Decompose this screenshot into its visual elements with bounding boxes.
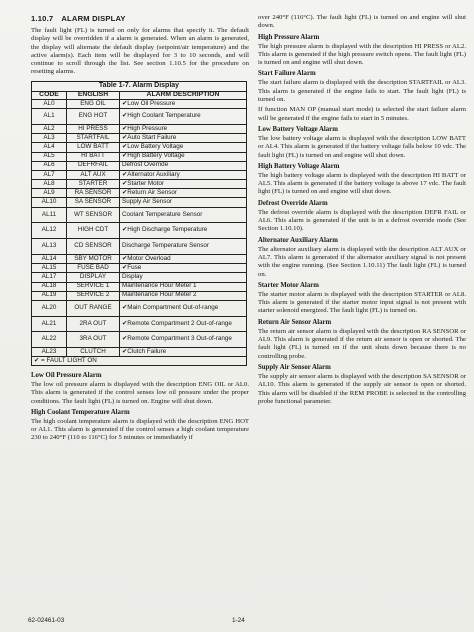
section-title: ALARM DISPLAY (61, 14, 126, 23)
subsection-heading: High Battery Voltage Alarm (258, 162, 340, 170)
alarm-description-text: Auto Start Failure (127, 133, 177, 141)
col-header-english: ENGLISH (67, 91, 120, 100)
alarm-code: AL14 (32, 255, 67, 264)
alarm-english: CD SENSOR (67, 239, 120, 255)
alarm-row-al6 (32, 161, 247, 170)
alarm-code: AL15 (32, 264, 67, 273)
alarm-code: AL2 (32, 125, 67, 134)
left-column (27, 14, 249, 443)
alarm-row-al15 (32, 264, 247, 273)
alarm-code: AL7 (32, 170, 67, 179)
alarm-row-al7 (32, 170, 247, 179)
alarm-english: ENG HOT (67, 109, 120, 125)
fault-light-check-icon: ✔ (122, 263, 128, 271)
left-subsections (31, 372, 249, 443)
subsection-heading: Start Failure Alarm (258, 70, 316, 78)
alarm-description (120, 255, 247, 264)
alarm-row-al18 (32, 282, 247, 291)
alarm-row-al19 (32, 291, 247, 300)
alarm-description-text: Remote Compartment 3 Out-of-range (127, 335, 232, 343)
alarm-description-text: Clutch Failure (127, 347, 167, 355)
fault-light-check-icon: ✔ (122, 170, 128, 178)
fault-light-check-icon: ✔ (122, 335, 128, 343)
alarm-row-al21 (32, 316, 247, 332)
alarm-code: AL18 (32, 282, 67, 291)
fault-light-check-icon: ✔ (122, 254, 128, 262)
subsection-text: If function MAN OP (manual start mode) is selected the start failure alarm will be generated if the engine fails to start in 5 minutes. (258, 106, 466, 122)
alarm-code: AL4 (32, 143, 67, 152)
alarm-english: DISPLAY (67, 273, 120, 282)
alarm-english: ENG OIL (67, 100, 120, 109)
alarm-rows (32, 100, 247, 357)
alarm-row-al22 (32, 332, 247, 348)
alarm-description (120, 170, 247, 179)
alarm-description (120, 348, 247, 357)
alarm-description-text: Display (122, 273, 143, 281)
alarm-description-text: Low Battery Voltage (127, 143, 184, 151)
alarm-description-text: High Discharge Temperature (127, 226, 208, 234)
alarm-description (120, 207, 247, 223)
alarm-description-text: Supply Air Sensor (122, 198, 173, 206)
alarm-row-al2 (32, 125, 247, 134)
subsection-text: The starter motor alarm is displayed with the description STARTER or AL8. This alarm is generated if the starter motor input signal is not present with starter solenoid energized. The fault light (FL) is turned on. (258, 290, 466, 315)
alarm-row-al20 (32, 300, 247, 316)
alarm-description (120, 264, 247, 273)
alarm-row-al3 (32, 134, 247, 143)
alarm-description-text: Discharge Temperature Sensor (122, 242, 210, 250)
alarm-row-al0 (32, 100, 247, 109)
subsection-text: The low battery voltage alarm is displayed with the description LOW BATT or AL4. This alarm is generated if the battery voltage falls below 10 vdc. The fault light (FL) is turned on and engine will shut down. (258, 134, 466, 159)
alarm-description (120, 180, 247, 189)
alarm-english: SERVICE 1 (67, 282, 120, 291)
alarm-description-text: Fuse (127, 263, 142, 271)
alarm-code: AL1 (32, 109, 67, 125)
alarm-description-text: Maintenance Hour Meter 2 (122, 291, 197, 299)
fault-light-check-icon: ✔ (122, 143, 128, 151)
fault-light-check-icon: ✔ (122, 112, 128, 120)
alarm-description-text: Return Air Sensor (127, 189, 177, 196)
alarm-english: SERVICE 2 (67, 291, 120, 300)
alarm-english: RA SENSOR (67, 189, 120, 198)
fault-light-check-icon: ✔ (122, 189, 128, 196)
section-number: 1.10.7 (31, 14, 54, 23)
col-header-description: ALARM DESCRIPTION (120, 91, 247, 100)
alarm-description-text: Main Compartment Out-of-range (127, 303, 219, 311)
alarm-code: AL17 (32, 273, 67, 282)
document-number: 62-02461-03 (28, 617, 65, 624)
alarm-description (120, 273, 247, 282)
alarm-description-text: Maintenance Hour Meter 1 (122, 282, 197, 290)
alarm-code: AL12 (32, 223, 67, 239)
alarm-row-al17 (32, 273, 247, 282)
fault-light-check-icon: ✔ (122, 179, 128, 187)
alarm-description (120, 316, 247, 332)
alarm-description (120, 332, 247, 348)
subsection-text: The high battery voltage alarm is displayed with the description HI BATT or AL5. This alarm is generated if the battery voltage is above 17 vdc. The fault light (FL) is turned on and engine will shut down. (258, 171, 466, 196)
alarm-english: HI BATT (67, 152, 120, 161)
fault-light-check-icon: ✔ (122, 133, 128, 141)
subsection-heading: Low Oil Pressure Alarm (31, 371, 102, 379)
alarm-description-text: Defrost Override (122, 161, 169, 169)
alarm-row-al4 (32, 143, 247, 152)
alarm-description (120, 125, 247, 134)
fault-light-check-icon: ✔ (122, 347, 128, 355)
alarm-row-al9 (32, 189, 247, 198)
alarm-description (120, 282, 247, 291)
alarm-description (120, 161, 247, 170)
alarm-description-text: High Pressure (127, 124, 168, 132)
table-header-row (32, 91, 247, 100)
subsection-heading: Defrost Override Alarm (258, 199, 328, 207)
alarm-code: AL20 (32, 300, 67, 316)
alarm-row-al5 (32, 152, 247, 161)
subsection-heading: Supply Air Sensor Alarm (258, 363, 331, 371)
alarm-description (120, 223, 247, 239)
alarm-description (120, 239, 247, 255)
alarm-code: AL3 (32, 134, 67, 143)
alarm-english: STARTER (67, 180, 120, 189)
alarm-code: AL19 (32, 291, 67, 300)
alarm-row-al13 (32, 239, 247, 255)
alarm-description-text: High Coolant Temperature (127, 112, 201, 120)
right-column (258, 14, 466, 408)
alarm-english: FUSE BAD (67, 264, 120, 273)
subsection-text: The high coolant temperature alarm is displayed with the description ENG HOT or AL1. This alarm is generated if the control senses a high coolant temperature 230 to 240°F (110 to 116°C) for 5 minutes or immediately if (31, 417, 249, 442)
subsection-text: The start failure alarm is displayed with the description STARTFAIL or AL3. This alarm is generated if the engine fails to start. The fault light (FL) is turned on. (258, 79, 466, 104)
alarm-english: HI PRESS (67, 125, 120, 134)
subsection-heading: Return Air Sensor Alarm (258, 318, 332, 326)
subsection-heading: Starter Motor Alarm (258, 281, 319, 289)
alarm-description-text: Alternator Auxiliary (127, 170, 180, 178)
subsection-text: The supply air sensor alarm is displayed with the description SA SENSOR or AL10. This alarm is generated if the supply air sensor is open or shorted. This alarm will be disabled if the REM PROBE is selected in the controlling probe functional parameter. (258, 372, 466, 405)
alarm-row-al11 (32, 207, 247, 223)
page-number: 1-24 (232, 617, 245, 624)
alarm-english: SBY MOTOR (67, 255, 120, 264)
alarm-row-al14 (32, 255, 247, 264)
alarm-description (120, 100, 247, 109)
alarm-english: DEFRFAIL (67, 161, 120, 170)
continued-paragraph: over 240°F (116°C). The fault light (FL) is turned on and engine will shut down. (258, 14, 466, 30)
alarm-description-text: Low Oil Pressure (127, 99, 176, 107)
alarm-description-text: Coolant Temperature Sensor (122, 210, 203, 218)
fault-light-legend: ✔ = FAULT LIGHT ON (32, 357, 247, 366)
alarm-description (120, 189, 247, 198)
section-heading (31, 14, 249, 23)
table-legend-row (32, 357, 247, 366)
alarm-code: AL13 (32, 239, 67, 255)
alarm-english: HIGH CDT (67, 223, 120, 239)
alarm-code: AL10 (32, 198, 67, 207)
alarm-description (120, 198, 247, 207)
alarm-code: AL6 (32, 161, 67, 170)
alarm-code: AL9 (32, 189, 67, 198)
fault-light-check-icon: ✔ (122, 99, 128, 107)
alarm-english: STARTFAIL (67, 134, 120, 143)
alarm-row-al10 (32, 198, 247, 207)
alarm-row-al1 (32, 109, 247, 125)
subsection-text: The alternator auxiliary alarm is displayed with the description ALT AUX or AL7. This alarm is generated if the alternator auxiliary signal is not present with the engine running. (See Section 1.10.11) The fault light (FL) is turned on. (258, 245, 466, 278)
alarm-english: CLUTCH (67, 348, 120, 357)
alarm-english: SA SENSOR (67, 198, 120, 207)
alarm-description (120, 291, 247, 300)
subsection-text: The low oil pressure alarm is displayed with the description ENG OIL or AL0. This alarm is generated if the control senses low oil pressure under the proper conditions. The fault light (FL) is turned on. Engine will shut down. (31, 380, 249, 405)
alarm-english: 2RA OUT (67, 316, 120, 332)
alarm-description (120, 300, 247, 316)
alarm-row-al12 (32, 223, 247, 239)
alarm-description (120, 143, 247, 152)
subsection-heading: Low Battery Voltage Alarm (258, 125, 338, 133)
subsection-text: The return air sensor alarm is displayed with the description RA SENSOR or AL9. This alarm is generated if the return air sensor is open or shorted. The fault light (FL) is turned on if the unit shuts down because there is no controlling probe. (258, 327, 466, 360)
alarm-english: OUT RANGE (67, 300, 120, 316)
alarm-english: WT SENSOR (67, 207, 120, 223)
alarm-code: AL5 (32, 152, 67, 161)
alarm-description-text: High Battery Voltage (127, 152, 185, 160)
alarm-code: AL21 (32, 316, 67, 332)
fault-light-check-icon: ✔ (122, 303, 128, 311)
fault-light-check-icon: ✔ (122, 319, 128, 327)
alarm-code: AL0 (32, 100, 67, 109)
alarm-description-text: Starter Motor (127, 179, 165, 187)
fault-light-check-icon: ✔ (122, 152, 128, 160)
subsection-heading: High Coolant Temperature Alarm (31, 408, 130, 416)
subsection-text: The high pressure alarm is displayed with the description HI PRESS or AL2. This alarm is generated if the high pressure switch opens. The fault light (FL) is turned on and engine will shut down. (258, 42, 466, 67)
alarm-code: AL22 (32, 332, 67, 348)
subsection-heading: High Pressure Alarm (258, 33, 320, 41)
alarm-code: AL11 (32, 207, 67, 223)
alarm-description (120, 152, 247, 161)
fault-light-check-icon: ✔ (122, 226, 128, 234)
col-header-code: CODE (32, 91, 67, 100)
right-subsections (258, 34, 466, 407)
alarm-code: AL23 (32, 348, 67, 357)
alarm-description (120, 134, 247, 143)
alarm-row-al8 (32, 180, 247, 189)
alarm-display-table (31, 81, 247, 366)
section-intro: The fault light (FL) is turned on only for alarms that specify it. The default display will be overridden if a alarm is generated. When an alarm is generated, the display will alternate the default display (setpoint/air temperature) and the active alarm(s). Each item will be displayed for 3 to 10 seconds, and will continue to scroll through the list. See section 1.10.5 for the procedure on resetting alarms. (31, 27, 249, 76)
alarm-english: ALT AUX (67, 170, 120, 179)
subsection-heading: Alternator Auxiliary Alarm (258, 236, 338, 244)
alarm-description (120, 109, 247, 125)
fault-light-check-icon: ✔ (122, 124, 128, 132)
alarm-description-text: Motor Overload (127, 254, 171, 262)
alarm-english: LOW BATT (67, 143, 120, 152)
alarm-english: 3RA OUT (67, 332, 120, 348)
alarm-row-al23 (32, 348, 247, 357)
subsection-text: The defrost override alarm is displayed with the description DEFR FAIL or AL6. This alarm is generated if the unit is in a defrost override mode (See Section 1.10.10). (258, 208, 466, 233)
alarm-description-text: Remote Compartment 2 Out-of-range (127, 319, 232, 327)
alarm-code: AL8 (32, 180, 67, 189)
table-caption: Table 1-7. Alarm Display (31, 81, 247, 91)
